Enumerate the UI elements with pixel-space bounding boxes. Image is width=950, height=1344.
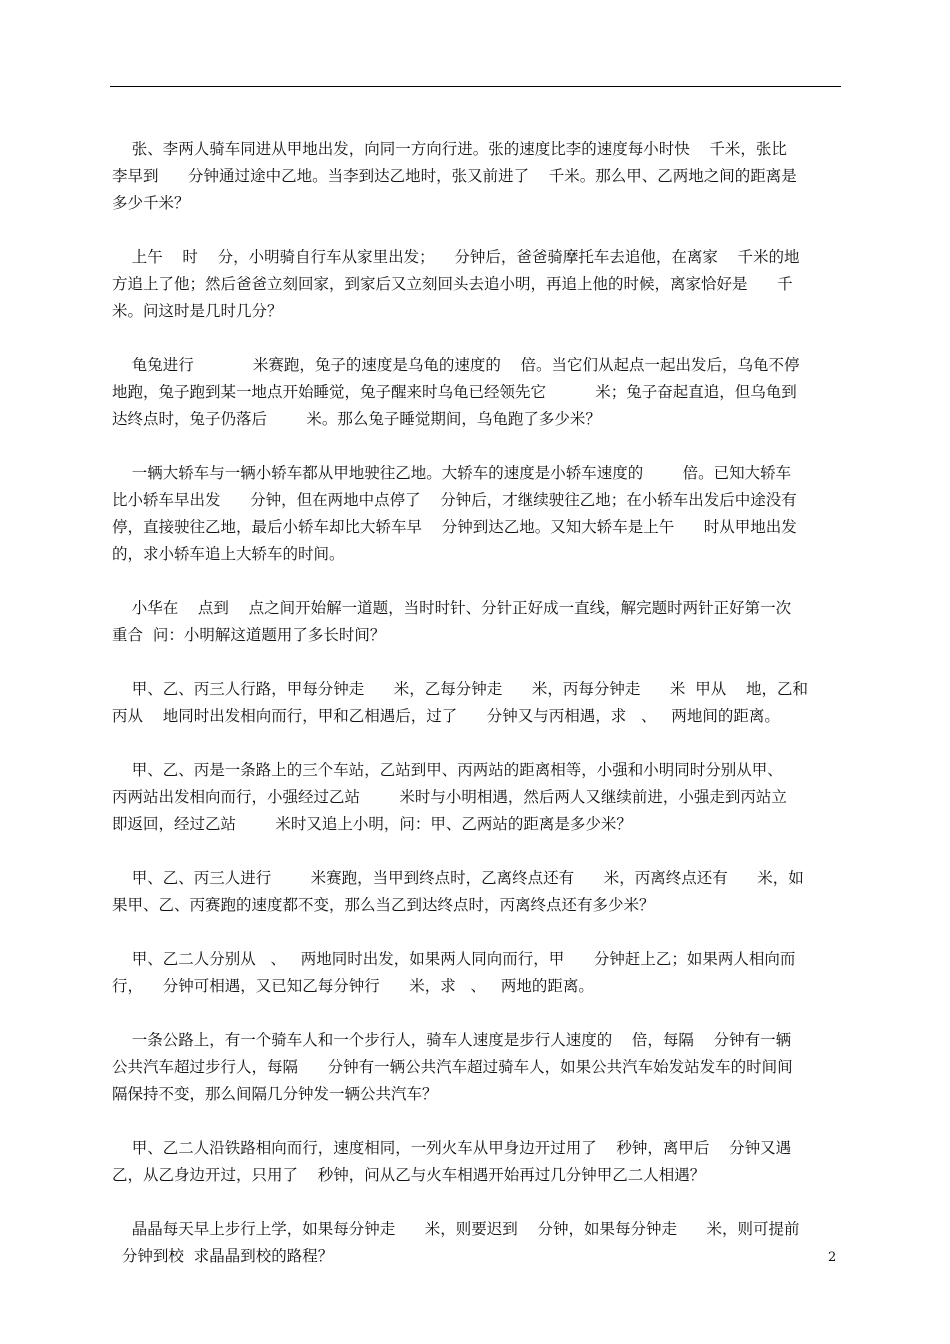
text-line: 方追上了他；然后爸爸立刻回家，到家后又立刻回头去追小明，再追上他的时候，离家恰好是 千 (112, 275, 793, 293)
text-line: 行， 分钟可相遇，又已知乙每分钟行 米，求 、 两地的距离。 (112, 977, 594, 995)
text-line: 停，直接驶往乙地，最后小轿车却比大轿车早 分钟到达乙地。又知大轿车是上午 时从甲地出发 (112, 518, 797, 536)
problem-3 (112, 352, 840, 433)
problem-11 (112, 1135, 840, 1189)
text-line: 公共汽车超过步行人，每隔 分钟有一辆公共汽车超过骑车人，如果公共汽车始发站发车的时间间 (112, 1058, 793, 1076)
text-line: 多少千米？ (112, 194, 190, 212)
text-line: 甲、乙二人沿铁路相向而行，速度相同，一列火车从甲身边开过用了 秒钟，离甲后 分钟又遇 (112, 1139, 792, 1157)
text-line: 重合 问：小明解这道题用了多长时间？ (112, 626, 386, 644)
problem-7 (112, 757, 840, 838)
text-line: 的，求小轿车追上大轿车的时间。 (112, 545, 345, 563)
text-line: 丙两站出发相向而行，小强经过乙站 米时与小明相遇，然后两人又继续前进，小强走到丙站立 (112, 788, 787, 806)
text-line: 甲、乙、丙三人行路，甲每分钟走 米，乙每分钟走 米，丙每分钟走 米 甲从 地，乙和 (112, 680, 808, 698)
problem-5 (112, 595, 840, 649)
text-line: 龟兔进行 米赛跑，兔子的速度是乌龟的速度的 倍。当它们从起点一起出发后，乌龟不停 (112, 356, 800, 374)
page-number: 2 (828, 1250, 837, 1265)
problem-4 (112, 460, 840, 568)
text-line: 张、李两人骑车同进从甲地出发，向同一方向行进。张的速度比李的速度每小时快 千米，张比 (112, 140, 787, 158)
text-line: 果甲、乙、丙赛跑的速度都不变，那么当乙到达终点时，丙离终点还有多少米？ (112, 896, 655, 914)
text-line: 即返回，经过乙站 米时又追上小明，问：甲、乙两站的距离是多少米？ (112, 815, 632, 833)
text-line: 一辆大轿车与一辆小轿车都从甲地驶往乙地。大轿车的速度是小轿车速度的 倍。已知大轿车 (112, 464, 792, 482)
text-line: 甲、乙、丙是一条路上的三个车站，乙站到甲、丙两站的距离相等，小强和小明同时分别从甲、 (112, 761, 783, 779)
problem-1 (112, 136, 840, 217)
text-line: 晶晶每天早上步行上学，如果每分钟走 米，则要迟到 分钟，如果每分钟走 米，则可提前 (112, 1220, 800, 1238)
text-line: 丙从 地同时出发相向而行，甲和乙相遇后，过了 分钟又与丙相遇，求 、 两地间的距离。 (112, 707, 780, 725)
text-line: 地跑，兔子跑到某一地点开始睡觉，兔子醒来时乌龟已经领先它 米；兔子奋起直追，但乌龟到 (112, 383, 797, 401)
problem-10 (112, 1027, 840, 1108)
text-line: 小华在 点到 点之间开始解一道题，当时时针、分针正好成一直线，解完题时两针正好第一次 (112, 599, 792, 617)
text-line: 乙，从乙身边开过，只用了 秒钟，问从乙与火车相遇开始再过几分钟甲乙二人相遇？ (112, 1166, 706, 1184)
text-line: 李早到 分钟通过途中乙地。当李到达乙地时，张又前进了 千米。那么甲、乙两地之间的距离是 (112, 167, 797, 185)
problem-6 (112, 676, 840, 730)
problem-8 (112, 865, 840, 919)
text-line: 甲、乙二人分别从 、 两地同时出发，如果两人同向而行，甲 分钟赶上乙；如果两人相向而 (112, 950, 796, 968)
problem-list (112, 136, 840, 1297)
problem-12 (112, 1216, 840, 1270)
text-line: 上午 时 分，小明骑自行车从家里出发； 分钟后，爸爸骑摩托车去追他，在离家 千米的地 (112, 248, 800, 266)
problem-2 (112, 244, 840, 325)
text-line: 一条公路上，有一个骑车人和一个步行人，骑车人速度是步行人速度的 倍，每隔 分钟有一辆 (112, 1031, 792, 1049)
text-line: 分钟到校 求晶晶到校的路程？ (112, 1247, 334, 1265)
header-rule (110, 86, 841, 87)
text-line: 米。问这时是几时几分？ (112, 302, 283, 320)
problem-9 (112, 946, 840, 1000)
text-line: 甲、乙、丙三人进行 米赛跑，当甲到终点时，乙离终点还有 米，丙离终点还有 米，如 (112, 869, 804, 887)
text-line: 比小轿车早出发 分钟，但在两地中点停了 分钟后，才继续驶往乙地；在小轿车出发后中途没有 (112, 491, 797, 509)
text-line: 隔保持不变，那么间隔几分钟发一辆公共汽车？ (112, 1085, 438, 1103)
text-line: 达终点时，兔子仍落后 米。那么兔子睡觉期间，乌龟跑了多少米？ (112, 410, 601, 428)
